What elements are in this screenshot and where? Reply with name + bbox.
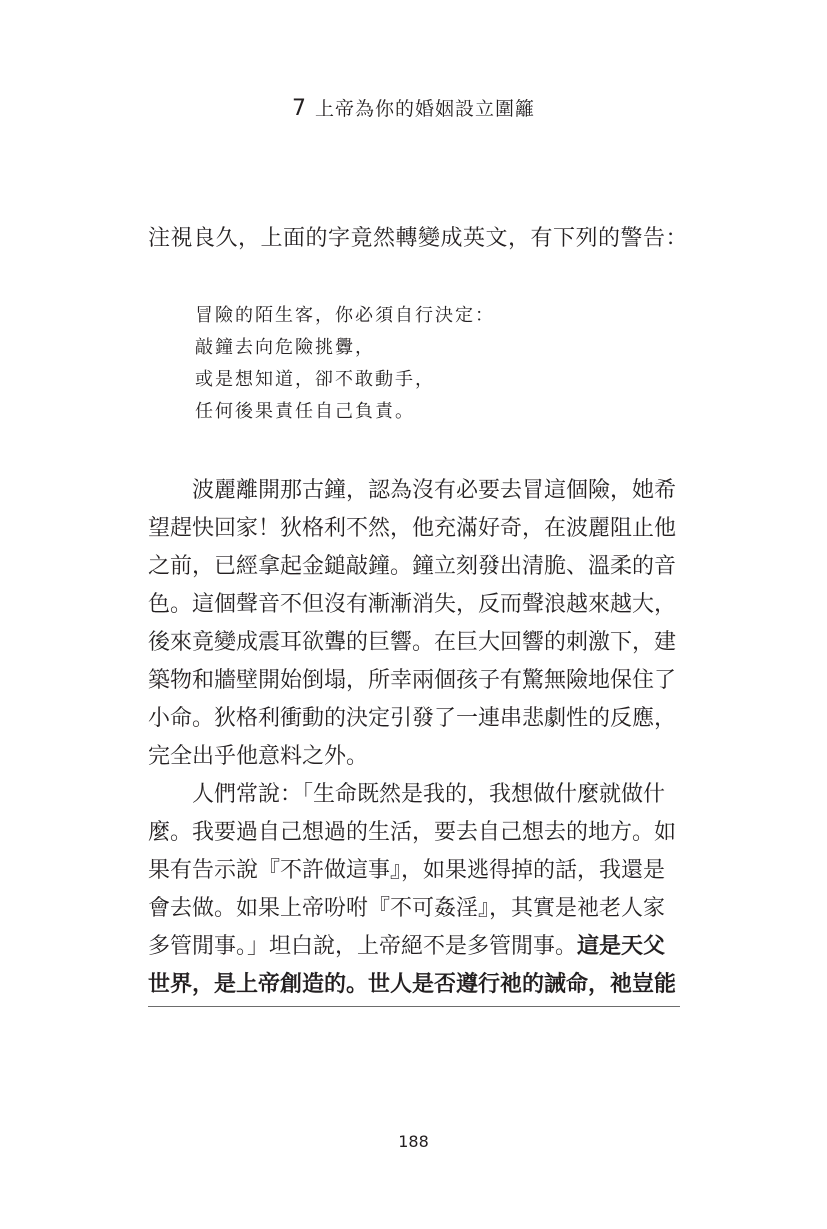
- text-line: 築物和牆壁開始倒塌，所幸兩個孩子有驚無險地保住了: [148, 668, 677, 693]
- paragraph: [148, 778, 680, 1007]
- text-line: 波麗離開那古鐘，認為沒有必要去冒這個險，她希: [192, 478, 677, 503]
- chapter-title: 上帝為你的婚姻設立圍籬: [314, 98, 535, 120]
- intro-line: 注視良久，上面的字竟然轉變成英文，有下列的警告：: [148, 226, 689, 251]
- text-line: 果有告示說『不許做這事』，如果逃得掉的話，我還是: [148, 858, 666, 883]
- text-line: 會去做。如果上帝吩咐『不可姦淫』，其實是祂老人家: [148, 896, 666, 921]
- text-line: 麼。我要過自己想過的生活，要去自己想去的地方。如: [148, 820, 677, 845]
- warning-verse: [195, 302, 495, 430]
- verse-line: 敲鐘去向危險挑釁，: [195, 337, 375, 358]
- page-number: 188: [398, 1132, 429, 1151]
- verse-line: 任何後果責任自己負責。: [195, 401, 415, 422]
- verse-line: 冒險的陌生客，你必須自行決定：: [195, 305, 495, 326]
- text-line: 人們常說：「生命既然是我的，我想做什麼就做什: [192, 782, 666, 807]
- text-line: 之前，已經拿起金鎚敲鐘。鐘立刻發出清脆、溫柔的音: [148, 554, 677, 579]
- verse-line: 或是想知道，卻不敢動手，: [195, 369, 435, 390]
- text-line: 完全出乎他意料之外。: [148, 744, 369, 769]
- emphasis-text: 這是天父: [577, 934, 666, 959]
- paragraph: [148, 474, 680, 778]
- running-header: [0, 94, 827, 121]
- text-segment: 多管閒事。」坦白說，上帝絕不是多管閒事。: [148, 934, 578, 959]
- text-line: 小命。狄格利衝動的決定引發了一連串悲劇性的反應，: [148, 706, 677, 731]
- emphasis-line: 世界，是上帝創造的。世人是否遵行祂的誡命，祂豈能: [148, 968, 680, 1007]
- text-line: [148, 930, 680, 968]
- text-line: 色。這個聲音不但沒有漸漸消失，反而聲浪越來越大，: [148, 592, 677, 617]
- chapter-number: 7: [291, 96, 307, 121]
- text-line: 後來竟變成震耳欲聾的巨響。在巨大回響的刺激下，建: [148, 630, 677, 655]
- body-text: [148, 474, 680, 1007]
- text-line: 望趕快回家！狄格利不然，他充滿好奇，在波麗阻止他: [148, 516, 677, 541]
